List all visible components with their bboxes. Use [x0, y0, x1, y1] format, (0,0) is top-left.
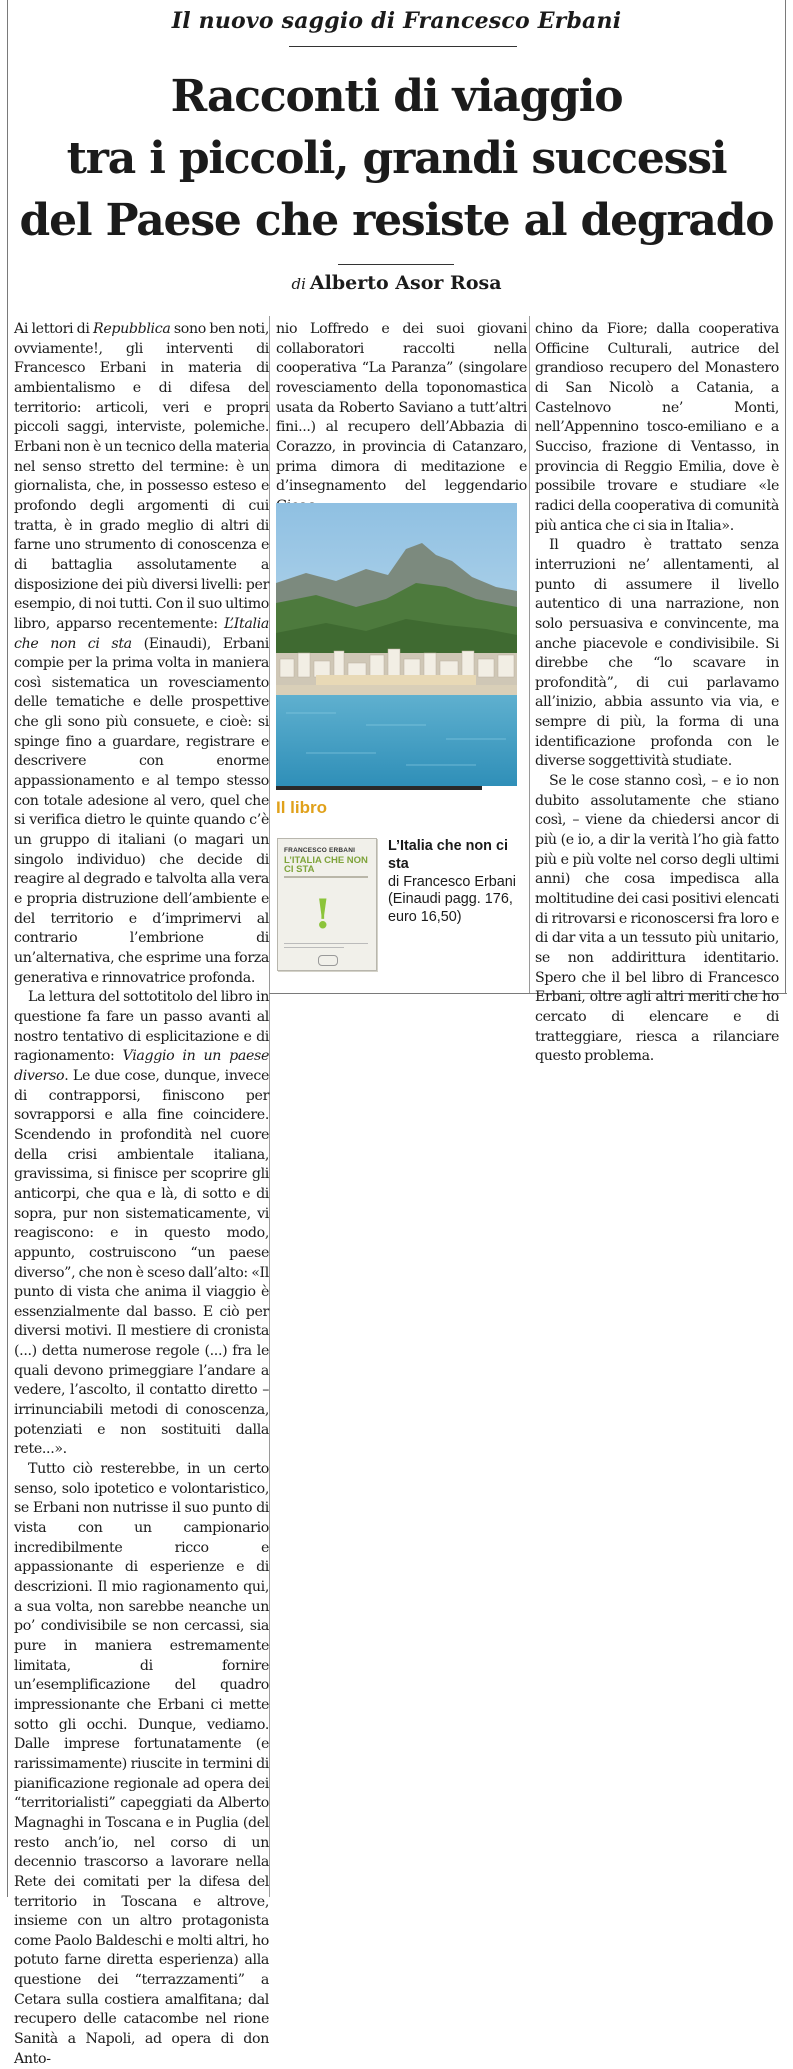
- text-run: . Le due cose, dunque, invece di contrapporsi, finiscono per sovrapporsi e alla fine coincidere. Scendendo in profondità nel cuore della crisi ambientale italiana, gravissima, si finisce per scoprire gli anticorpi, che qua e là, di sotto e di sopra, pur non sistematicamente, vi reagiscono: e in questo modo, appunto, costruiscono “un paese diverso”, che non è sceso dall’alto: «Il punto di vista che anima il viaggio è essenzialmente dal basso. E ciò per diversi motivi. Il mestiere di cronista (...) detta numerose regole (...) fra le quali devono primeggiare l’andare a vedere, l’ascolto, il contatto diretto – irrinunciabili metodi di conoscenza, potenziati e non sostituiti dalla rete...».: [14, 1067, 269, 1458]
- paragraph: Tutto ciò resterebbe, in un certo senso, solo ipotetico e volontaristico, se Erbani non nutrisse il suo punto di vista con un campionario incredibilmente ricco e appassionante di esperienze e di descrizioni. Il mio ragionamento qui, a sua volta, non sarebbe neanche un po’ condivisibile se non cercassi, sia pure in maniera estremamente limitata, di fornire un’esemplificazione del quadro impressionante che Erbani ci mette sotto gli occhi. Dunque, vediamo. Dalle imprese fortunatamente (e rarissimamente) riuscite in termini di pianificazione regionale ad opera dei “territorialisti” capeggiati da Alberto Magnaghi in Toscana e in Puglia (del resto anch’io, nel corso di un decennio trascorso a lavorare nella Rete dei comitati per la difesa del territorio in Toscana e altrove, insieme con un altro protagonista come Paolo Baldeschi e molti altri, ho potuto farne diretta esperienza) alla questione dei “terrazzamenti” a Cetara sulla costiera amalfitana; dal recupero delle catacombe nel rione Sanità a Napoli, ad opera di don Anto-: [14, 1461, 269, 2067]
- column-separator-1: [269, 316, 270, 1897]
- paragraph: chino da Fiore; dalla cooperativa Officine Culturali, autrice del grandioso recupero del Monastero di San Nicolò a Catania, a Castelnovo ne’ Monti, nell’Appennino tosco-emiliano e a Succiso, frazione di Ventasso, in provincia di Reggio Emilia, dove è possibile trovare e studiare «le radici della cooperativa di comunità più antica che ci sia in Italia».: [535, 321, 779, 534]
- headline-line-3: del Paese che resiste al degrado: [19, 195, 774, 246]
- byline-author: Alberto Asor Rosa: [309, 272, 502, 294]
- book-title: L’Italia che non ci sta: [388, 838, 508, 872]
- book-subtitle-inline: Viaggio in un paese diverso: [14, 1048, 269, 1084]
- cover-rule: [284, 876, 368, 878]
- newspaper-name: Repubblica: [92, 321, 171, 337]
- cover-line: [284, 947, 344, 948]
- paragraph: nio Loffredo e dei suoi giovani collaboratori raccolti nella cooperativa “La Paranza” (singolare rovesciamento della toponomastica usata da Roberto Saviano a tutt’altri fini...) al recupero dell’Abbazia di Corazzo, in provincia di Catanzaro, prima dimora di meditazione e d’insegnamento del leggendario: [276, 321, 527, 495]
- column-separator-2: [529, 316, 530, 994]
- book-cover: [277, 838, 377, 971]
- paragraph: [14, 320, 269, 988]
- text-run: La lettura del sottotitolo del libro in questione fa fare un passo avanti al nostro tentativo di esplicitazione e di ragionamento:: [14, 989, 269, 1065]
- article-column-3: [535, 320, 779, 1067]
- paragraph: Se le cose stanno così, – e io non dubito assolutamente che stiano così, – viene da chiedersi ancor di più (e io, a dir la verità l’ho già fatto più e più volte nel corso degli ultimi anni) che cosa impedisca alla moltitudine dei casi positivi elencati di ritrovarsi e riconoscersi fra loro e di dar vita a un tessuto più unitario, se non addirittura identitario. Spero che il bel libro di Francesco Erbani, oltre agli altri meriti che ho cercato di elencare e di tratteggiare, riesca a rilanciare questo problema.: [535, 773, 779, 1065]
- cover-line: [284, 943, 368, 944]
- box-label: Il libro: [276, 798, 327, 817]
- book-author: di Francesco Erbani: [388, 873, 516, 890]
- headline-line-1: Racconti di viaggio: [170, 71, 623, 122]
- kicker: Il nuovo saggio di Francesco Erbani: [171, 8, 622, 34]
- article-column-1: [14, 320, 269, 2069]
- byline-rule: [338, 264, 454, 265]
- paragraph: Il quadro è trattato senza interruzioni ne’ allentamenti, al punto di assumere il livello autentico di una narrazione, non solo persuasiva e convincente, ma anche piacevole e condivisibile. Si direbbe che “lo scavare in profondità”, di cui parlavamo all’inizio, abbia assunto via via, e sempre di più, la forma di una identificazione profonda con le diverse soggettività studiate.: [535, 537, 779, 770]
- publisher-logo-icon: [318, 955, 338, 966]
- book-title-inline: L’Italia che non ci sta: [14, 615, 269, 652]
- byline: [0, 272, 793, 294]
- cover-exclamation: !: [314, 891, 332, 938]
- coastal-town-photo: [276, 503, 517, 786]
- byline-prefix: di: [291, 275, 306, 293]
- book-details: (Einaudi pagg. 176, euro 16,50): [388, 891, 513, 926]
- text-run: sono ben noti, ovviamente!, gli interventi di Francesco Erbani in materia di ambientalismo e di difesa del territorio: articoli, veri e propri piccoli saggi, interviste, polemiche. Erbani non è un tecnico della materia nel senso stretto del termine: è un giornalista, che, in possesso esteso e profondo degli argomenti di cui tratta, è in grado meglio di altri di farne uno strumento di conoscenza e di battaglia assolutamente a disposizione dei più diversi livelli: per esempio, di noi tutti. Con il suo ultimo libro, apparso recentemente:: [14, 321, 270, 632]
- book-info: [388, 838, 518, 927]
- paragraph: [14, 988, 269, 1460]
- cover-author: FRANCESCO ERBANI: [284, 847, 356, 854]
- headline-line-2: tra i piccoli, grandi successi: [66, 133, 727, 184]
- article-column-2: [276, 320, 527, 517]
- kicker-rule: [289, 46, 517, 47]
- headline: [0, 66, 793, 252]
- cover-title: L’ITALIA CHE NON CI STA: [284, 855, 368, 875]
- text-run: Ai lettori di: [14, 321, 93, 337]
- text-run: (Einaudi), Erbani compie per la prima volta in maniera così sistematica un rovesciamento delle tematiche e delle prospettive che gli sono più consuete, e cioè: si spinge fino a guardare, registrare e descrivere con enorme appassionamento e al tempo stesso con totale adesione al vero, quel che si verifica dietro le quinte quando c’è un gruppo di italiani (o magari un singolo individuo) che decide di reagire al degrado e talvolta alla vera e propria distruzione dell’ambiente e del territorio e d’imprimervi al contrario l’embrione di un’alternativa, che esprime una forza generativa e rinnovatrice profonda.: [14, 635, 269, 986]
- photo-caption-bar: [276, 786, 482, 790]
